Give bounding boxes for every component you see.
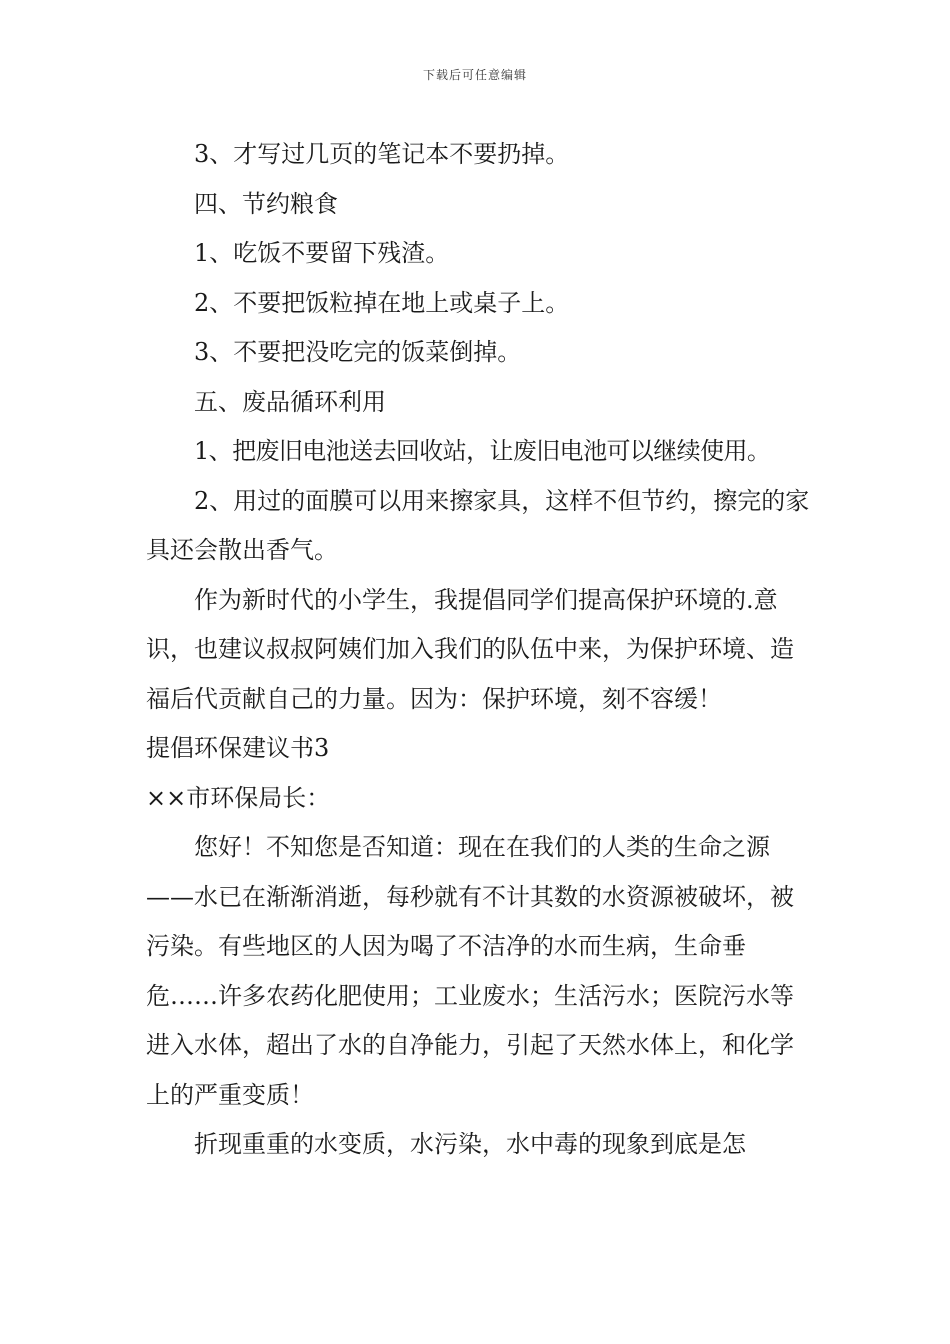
paragraph-8: 2、用过的面膜可以用来擦家具，这样不但节约，擦完的家具还会散出香气。 bbox=[146, 486, 810, 564]
paragraph-1: 3、才写过几页的笔记本不要扔掉。 bbox=[194, 140, 570, 168]
section-heading-5: 五、废品循环利用 bbox=[194, 387, 386, 416]
salutation: ××市环保局长： bbox=[146, 783, 331, 812]
paragraph-4: 2、不要把饭粒掉在地上或桌子上。 bbox=[194, 288, 570, 317]
paragraph-3: 1、吃饭不要留下残渣。 bbox=[194, 239, 450, 267]
paragraph-13: 折现重重的水变质，水污染，水中毒的现象到底是怎 bbox=[194, 1130, 746, 1158]
section-heading-4: 四、节约粮食 bbox=[194, 189, 338, 218]
paragraph-12: 您好！不知您是否知道：现在在我们的人类的生命之源——水已在渐渐消逝，每秒就有不计其数的水资源被破坏，被污染。有些地区的人因为喝了不洁净的水而生病，生命垂危……许多农药化肥使用；工业废水；生活污水；医院污水等进入水体，超出了水的自净能力，引起了天然水体上，和化学上的严重变质！ bbox=[146, 833, 794, 1109]
paragraph-9: 作为新时代的小学生，我提倡同学们提高保护环境的.意识，也建议叔叔阿姨们加入我们的队伍中来，为保护环境、造福后代贡献自己的力量。因为：保护环境，刻不容缓！ bbox=[146, 585, 794, 713]
paragraph-5: 3、不要把没吃完的饭菜倒掉。 bbox=[194, 338, 522, 366]
paragraph-7: 1、把废旧电池送去回收站，让废旧电池可以继续使用。 bbox=[194, 437, 771, 465]
document-title: 提倡环保建议书3 bbox=[146, 734, 330, 762]
document-body bbox=[146, 130, 810, 1170]
page-header: 下载后可任意编辑 bbox=[422, 68, 527, 82]
